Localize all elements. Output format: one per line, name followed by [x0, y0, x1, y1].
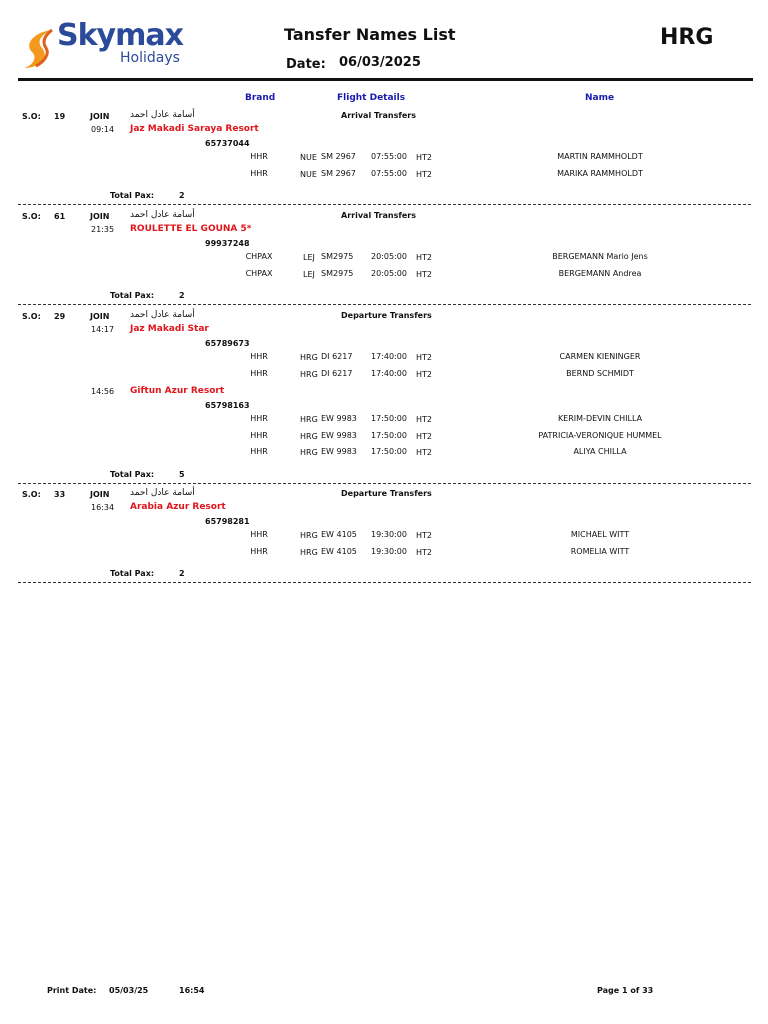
transfer-type: Departure Transfers: [341, 489, 432, 498]
voucher-number: 65789673: [205, 339, 250, 348]
pax-terminal: HT2: [416, 531, 432, 540]
agent-name: أسامة عادل احمد: [130, 110, 195, 120]
pax-flight: EW 4105: [321, 530, 357, 539]
pax-terminal: HT2: [416, 169, 432, 179]
date-value: 06/03/2025: [339, 55, 421, 70]
total-pax-value: 2: [179, 569, 185, 578]
page-title: Tansfer Names List: [284, 25, 456, 44]
pax-brand: HHR: [250, 352, 268, 361]
hotel-name: Arabia Azur Resort: [130, 502, 226, 512]
logo-subtitle: Holidays: [120, 50, 180, 66]
voucher-number: 65798163: [205, 401, 250, 410]
total-pax-label: Total Pax:: [110, 469, 155, 479]
group-divider: [18, 582, 751, 583]
pax-flight: EW 9983: [321, 414, 357, 423]
print-date-value: 05/03/25: [109, 986, 149, 995]
pax-flight: EW 4105: [321, 546, 357, 556]
company-logo: [22, 18, 232, 72]
pax-name: PATRICIA-VERONIQUE HUMMEL: [538, 430, 662, 440]
pax-flight-time: 20:05:00: [371, 268, 407, 278]
voucher-number: 65737044: [205, 139, 250, 148]
voucher-number: 99937248: [205, 239, 250, 248]
so-label: S.O:: [22, 212, 41, 221]
hotel-name: Giftun Azur Resort: [130, 386, 225, 396]
column-flight-details: Flight Details: [337, 93, 406, 103]
column-name: Name: [585, 93, 615, 103]
group-divider: [18, 204, 751, 205]
pax-terminal: HT2: [416, 353, 432, 362]
page-number: Page 1 of 33: [597, 986, 654, 995]
pax-name: KERIM-DEVIN CHILLA: [557, 414, 643, 423]
agent-name: أسامة عادل احمد: [130, 488, 195, 498]
hotel-name: ROULETTE EL GOUNA 5*: [130, 224, 252, 234]
so-number: 19: [54, 112, 66, 121]
transfer-type: Arrival Transfers: [341, 111, 416, 120]
agent-name: أسامة عادل احمد: [130, 210, 195, 220]
pax-name: CARMEN KIENINGER: [559, 352, 641, 361]
group-divider: [18, 483, 751, 484]
pax-terminal: HT2: [416, 448, 432, 457]
pax-flight: SM 2967: [321, 152, 356, 161]
pax-flight-time: 17:50:00: [371, 447, 407, 456]
hotel-name: Jaz Makadi Star: [130, 324, 209, 334]
pax-flight-time: 19:30:00: [371, 530, 407, 539]
hotel-name: Jaz Makadi Saraya Resort: [130, 124, 259, 134]
pax-brand: HHR: [250, 414, 268, 423]
pax-name: BERGEMANN Mario Jens: [552, 252, 648, 261]
pax-brand: HHR: [250, 447, 268, 456]
so-number: 33: [54, 490, 66, 499]
so-label: S.O:: [22, 490, 41, 499]
pax-name: ALIYA CHILLA: [573, 447, 627, 456]
pax-terminal: HT2: [416, 415, 432, 424]
total-pax-label: Total Pax:: [110, 191, 155, 200]
pax-flight: SM2975: [321, 252, 354, 261]
hotel-time: 14:56: [91, 387, 115, 396]
print-time: 16:54: [179, 986, 205, 995]
pax-flight-time: 17:50:00: [371, 430, 407, 440]
pax-name: BERGEMANN Andrea: [558, 268, 642, 278]
pax-airport: HRG: [300, 353, 318, 362]
pax-terminal: HT2: [416, 547, 432, 557]
transfer-type: Departure Transfers: [341, 311, 432, 320]
pax-flight-time: 17:50:00: [371, 414, 407, 423]
pax-airport: LEJ: [303, 269, 315, 279]
pax-terminal: HT2: [416, 431, 432, 441]
pax-name: MARIKA RAMMHOLDT: [557, 168, 643, 178]
total-pax-label: Total Pax:: [110, 569, 155, 578]
pax-flight: DI 6217: [321, 368, 353, 378]
status-label: JOIN: [90, 112, 110, 121]
pax-name: BERND SCHMIDT: [566, 368, 634, 378]
status-label: JOIN: [90, 312, 110, 321]
pax-terminal: HT2: [416, 269, 432, 279]
pax-airport: HRG: [300, 448, 318, 457]
airport-code: HRG: [660, 25, 714, 50]
pax-airport: HRG: [300, 415, 318, 424]
so-number: 61: [54, 212, 66, 221]
pax-airport: NUE: [300, 169, 317, 179]
pax-brand: HHR: [250, 530, 268, 539]
header-divider: [18, 78, 753, 81]
total-pax-value: 2: [179, 291, 185, 300]
pax-flight-time: 17:40:00: [371, 352, 407, 361]
agent-name: أسامة عادل احمد: [130, 310, 195, 320]
pax-airport: LEJ: [303, 253, 315, 262]
pax-flight-time: 07:55:00: [371, 152, 407, 161]
pax-airport: HRG: [300, 547, 318, 557]
column-brand: Brand: [245, 93, 276, 103]
pax-flight-time: 20:05:00: [371, 252, 407, 261]
pax-airport: HRG: [300, 431, 318, 441]
swoosh-icon: [22, 26, 62, 70]
status-label: JOIN: [90, 490, 110, 499]
status-label: JOIN: [90, 212, 110, 221]
pax-flight: EW 9983: [321, 447, 357, 456]
hotel-time: 16:34: [91, 503, 115, 512]
group-divider: [18, 304, 751, 305]
so-label: S.O:: [22, 312, 41, 321]
pax-flight-time: 07:55:00: [371, 168, 407, 178]
pax-brand: HHR: [250, 168, 268, 178]
pax-name: MICHAEL WITT: [570, 530, 630, 539]
pax-flight: SM 2967: [321, 168, 356, 178]
date-label: Date:: [286, 57, 326, 72]
pax-flight: DI 6217: [321, 352, 353, 361]
pax-airport: HRG: [300, 369, 318, 379]
pax-name: ROMELIA WITT: [570, 546, 630, 556]
pax-terminal: HT2: [416, 153, 432, 162]
total-pax-value: 2: [179, 191, 185, 200]
pax-brand: HHR: [250, 152, 268, 161]
pax-flight-time: 19:30:00: [371, 546, 407, 556]
transfer-type: Arrival Transfers: [341, 211, 416, 220]
pax-airport: NUE: [300, 153, 317, 162]
total-pax-label: Total Pax:: [110, 291, 155, 300]
pax-terminal: HT2: [416, 369, 432, 379]
pax-flight: EW 9983: [321, 430, 357, 440]
so-number: 29: [54, 312, 66, 321]
pax-brand: HHR: [250, 430, 268, 440]
so-label: S.O:: [22, 112, 41, 121]
logo-wordmark: Skymax: [57, 18, 183, 53]
pax-brand: HHR: [250, 368, 268, 378]
pax-name: MARTIN RAMMHOLDT: [557, 152, 643, 161]
pax-airport: HRG: [300, 531, 318, 540]
pax-flight-time: 17:40:00: [371, 368, 407, 378]
hotel-time: 14:17: [91, 325, 115, 334]
pax-flight: SM2975: [321, 268, 354, 278]
hotel-time: 21:35: [91, 225, 115, 234]
hotel-time: 09:14: [91, 125, 115, 134]
pax-brand: CHPAX: [245, 252, 273, 261]
total-pax-value: 5: [179, 469, 185, 479]
pax-brand: CHPAX: [245, 268, 273, 278]
voucher-number: 65798281: [205, 517, 250, 526]
pax-terminal: HT2: [416, 253, 432, 262]
pax-brand: HHR: [250, 546, 268, 556]
print-date-label: Print Date:: [47, 986, 97, 995]
